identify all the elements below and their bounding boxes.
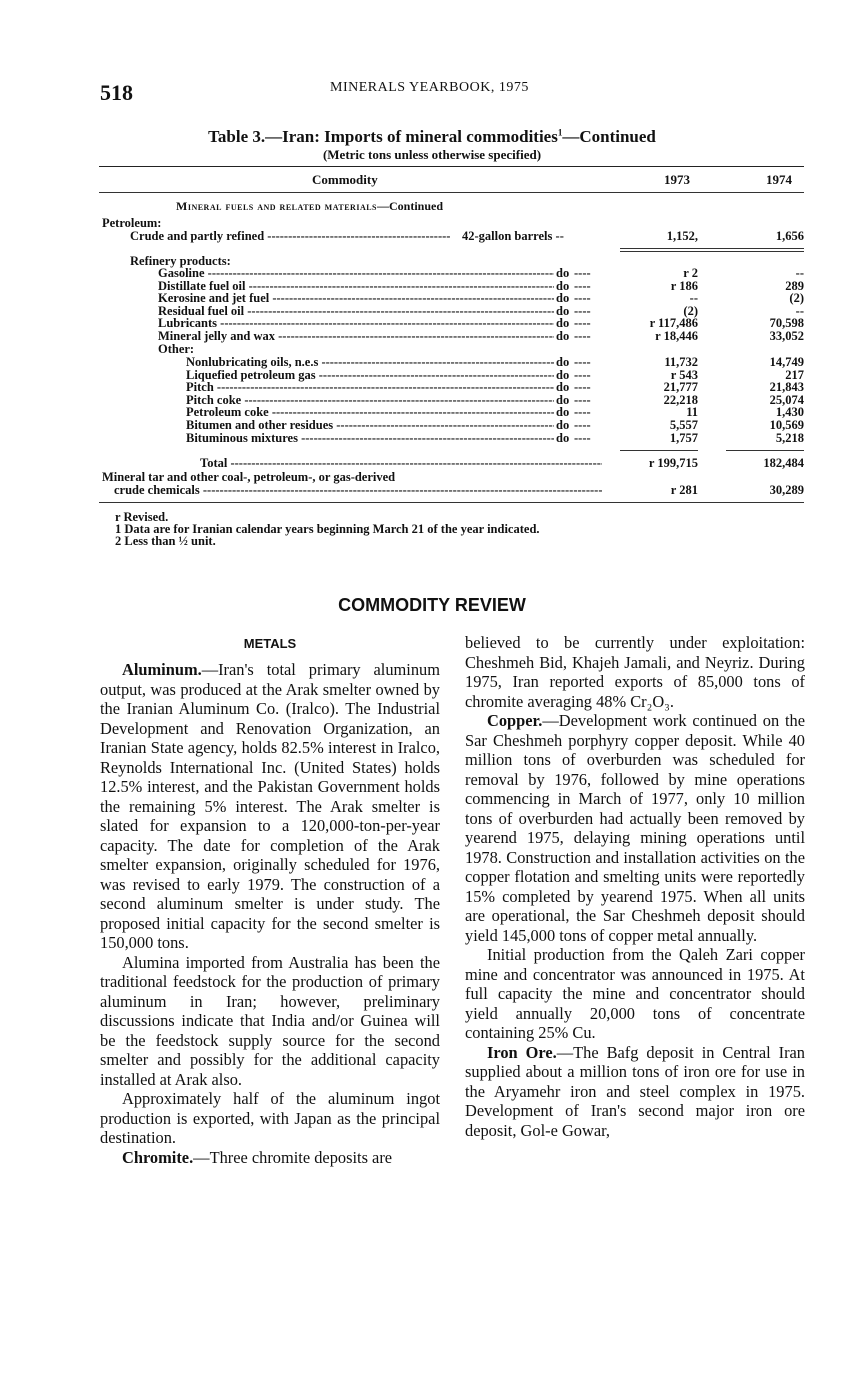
row-label: Total ----- — [200, 457, 602, 470]
row-label-line1: Mineral tar and other coal-, petroleum-, or gas-derived — [102, 470, 396, 484]
table-row — [0, 419, 864, 432]
row-label: Liquefied petroleum gas ----- — [186, 369, 554, 382]
table-row — [0, 267, 864, 280]
table-row — [0, 394, 864, 407]
leader-dashes: ---- — [574, 392, 591, 407]
row-value-1973: r 186 — [670, 278, 698, 293]
row-unit: do — [556, 303, 570, 318]
table-title-text: Table 3.—Iran: Imports of mineral commodities — [208, 127, 558, 146]
leader-dashes: ---- — [574, 329, 591, 343]
row-value-1973: 5,557 — [669, 418, 698, 432]
sum-rule-1973 — [620, 450, 698, 451]
paragraph — [100, 660, 440, 953]
row-unit: do — [556, 418, 570, 432]
table-row-total — [0, 457, 864, 470]
paragraph-lead: Iron Ore. — [487, 1042, 557, 1062]
row-unit: do — [556, 278, 570, 293]
paragraph-text: believed to be currently under exploitation: Cheshmeh Bid, Khajeh Jamali, and Neyriz. During 1975, Iran reported exports of 85,000 tons of chromite averaging 48% Cr₂O₃. — [465, 633, 805, 711]
row-unit: do — [556, 329, 570, 343]
row-value-1974: 70,598 — [769, 316, 804, 331]
row-value-1974: 25,074 — [769, 392, 804, 407]
row-unit: do — [556, 355, 570, 369]
row-value-1974: 21,843 — [769, 380, 804, 395]
row-label-line2: crude chemicals ----- — [114, 484, 602, 497]
row-value-1974: 30,289 — [769, 483, 804, 497]
table-title-footnote-ref: 1 — [557, 127, 563, 138]
header-1974: 1974 — [766, 172, 792, 187]
row-label: Pitch coke ----- — [186, 394, 554, 407]
table-row — [0, 317, 864, 330]
paragraph-text: —Three chromite deposits are — [193, 1147, 393, 1167]
row-label: Bituminous mixtures ----- — [186, 432, 554, 445]
header-commodity: Commodity — [312, 172, 378, 187]
row-value-1974: 1,430 — [775, 405, 804, 420]
paragraph — [465, 945, 805, 1043]
row-value-1974: 1,656 — [775, 229, 804, 243]
table-subtitle: (Metric tons unless otherwise specified) — [322, 147, 542, 162]
section-suffix: —Continued — [377, 199, 444, 213]
row-value-1973: 11,732 — [664, 355, 698, 369]
paragraph-lead: Copper. — [487, 711, 543, 730]
row-value-1973: (2) — [683, 303, 698, 318]
table-title-suffix: —Continued — [562, 127, 656, 146]
row-value-1974: -- — [795, 266, 804, 280]
row-value-1973: 1,152, — [666, 229, 698, 243]
table-row — [0, 217, 864, 230]
paragraph-text: —Development work continued on the Sar Cheshmeh porphyry copper deposit. While 40 million tons of overburden was scheduled for removal by 1976, followed by mine operations commencing in March of 1977, only 10 million tons of overburden had actually been removed by yearend 1975, delaying mining operations until 1978. Construction and installation activities on the copper flotation and smelting units were reportedly 15% completed by yearend 1975. When all units are operational, the Sar Cheshmeh deposit should yield 145,000 tons of copper metal annually. — [465, 711, 805, 945]
paragraph-text: —Iran's total primary aluminum output, was produced at the Arak smelter owned by the Iranian Aluminum Co. (Iralco). The Industrial Development and Renovation Organization, an Iranian State agency, holds 82.5% interest in Iralco, Reynolds International Inc. (United States) holds 12.5% interest, and the Pakistan Government holds the remaining 5% interest. The Arak smelter is slated for expansion to a 120,000-ton-per-year capacity. The date for completion of the Arak smelter expansion, originally scheduled for 1976, was revised to early 1979. The construction of a second aluminum smelter is under study. The proposed initial capacity for the second smelter is 150,000 tons. — [100, 660, 440, 952]
row-unit: do — [556, 380, 570, 395]
commodity-review-heading: COMMODITY REVIEW — [338, 595, 526, 615]
leader-dashes: ---- — [574, 355, 591, 369]
table-row — [0, 330, 864, 343]
leader-dashes: ---- — [574, 278, 591, 293]
row-label: Nonlubricating oils, n.e.s ----- — [186, 356, 554, 369]
row-label: Gasoline ----- — [158, 267, 554, 280]
row-value-1973: r 543 — [670, 367, 698, 382]
paragraph — [100, 1148, 440, 1168]
table-row — [0, 343, 864, 356]
row-unit: do — [556, 405, 570, 420]
row-value-1974: 217 — [785, 367, 804, 382]
row-label: Kerosine and jet fuel ----- — [158, 292, 554, 305]
row-value-1974: 182,484 — [763, 456, 804, 470]
footnote: 2 Less than ½ unit. — [115, 534, 216, 548]
row-value-1974: (2) — [789, 291, 804, 306]
row-value-1973: r 2 — [683, 266, 698, 280]
paragraph — [100, 1089, 440, 1148]
row-value-1973: r 281 — [670, 483, 698, 497]
row-unit: do — [556, 430, 570, 445]
table-row-crude — [0, 230, 864, 243]
refinery-label: Refinery products: — [130, 254, 231, 268]
row-unit: do — [556, 367, 570, 382]
leader-dashes: ---- — [574, 266, 591, 280]
table-top-rule — [99, 166, 804, 167]
table-row — [0, 381, 864, 394]
crude-unit: 42-gallon barrels — [462, 229, 553, 243]
leader-dashes: ---- — [574, 316, 591, 331]
page-number: 518 — [100, 80, 133, 105]
paragraph-text: Approximately half of the aluminum ingot production is exported, with Japan as the principal destination. — [100, 1089, 440, 1147]
table-row — [0, 292, 864, 305]
rule — [620, 248, 804, 249]
row-label: Bitumen and other residues ----- — [186, 419, 554, 432]
row-label: Pitch ----- — [186, 381, 554, 394]
row-value-1973: r 199,715 — [648, 456, 698, 470]
row-value-1974: 10,569 — [769, 418, 804, 432]
row-value-1974: 5,218 — [775, 430, 804, 445]
leader-dashes: ---- — [574, 367, 591, 382]
paragraph-text: —The Bafg deposit in Central Iran supplied about a million tons of iron ore for use in the Aryamehr iron and steel complex in 1975. Development of Iran's second major iron ore deposit, Gol-e Gowar, — [465, 1042, 805, 1140]
leader-dashes: ---- — [574, 418, 591, 432]
row-value-1973: 22,218 — [663, 392, 698, 407]
row-unit: do — [556, 291, 570, 306]
row-value-1974: 289 — [785, 278, 804, 293]
header-1973: 1973 — [664, 172, 690, 187]
table-row-tar — [0, 484, 864, 497]
paragraph-lead: Aluminum. — [122, 660, 202, 679]
paragraph-lead: Chromite. — [122, 1147, 194, 1167]
table-row-tar — [0, 471, 864, 484]
leader-dashes: ---- — [574, 380, 591, 395]
row-value-1973: -- — [689, 291, 698, 306]
leader-dashes: ---- — [574, 291, 591, 306]
leader-dashes: ---- — [574, 430, 591, 445]
footnote: r Revised. — [115, 510, 169, 524]
row-value-1974: -- — [795, 303, 804, 318]
row-unit: do — [556, 266, 570, 280]
paragraph — [465, 633, 805, 711]
row-value-1973: 1,757 — [669, 430, 698, 445]
table-title — [0, 127, 864, 147]
running-head: MINERALS YEARBOOK, 1975 — [330, 80, 529, 95]
table-row — [0, 305, 864, 318]
table-bottom-rule — [99, 502, 804, 503]
paragraph — [465, 711, 805, 945]
paragraph-text: Alumina imported from Australia has been the traditional feedstock for the production of primary aluminum in Iran; however, preliminary discussions indicate that India and/or Guinea will be the feedstock supply source for the second smelter and possibly for the additional capacity installed at Arak also. — [100, 952, 440, 1089]
metals-subheading: METALS — [243, 636, 297, 651]
row-value-1974: 14,749 — [769, 355, 804, 369]
right-column — [465, 633, 805, 1140]
table-row — [0, 369, 864, 382]
paragraph-text: Initial production from the Qaleh Zari copper mine and concentrator was announced in 1975. At full capacity the mine and concentrator should yield annually 20,000 tons of concentrate containing 25% Cu. — [465, 945, 805, 1042]
row-value-1973: 11 — [686, 405, 698, 420]
table-section-heading — [176, 199, 443, 214]
section-title: Mineral fuels and related materials — [176, 199, 378, 213]
row-unit: 42-gallon barrels -- — [462, 229, 564, 243]
sum-rule-1974 — [726, 450, 804, 451]
left-column — [100, 660, 440, 1167]
table-header-rule — [99, 192, 804, 193]
row-value-1973: r 18,446 — [655, 329, 698, 343]
table-row — [0, 280, 864, 293]
paragraph — [465, 1043, 805, 1141]
row-label: Petroleum coke ----- — [186, 406, 554, 419]
rule — [620, 251, 804, 252]
paragraph — [100, 953, 440, 1090]
row-label: Distillate fuel oil ----- — [158, 280, 554, 293]
row-label: Crude and partly refined ----- — [130, 230, 450, 243]
leader-dashes: ---- — [574, 405, 591, 420]
row-label: Mineral jelly and wax ----- — [158, 330, 554, 343]
table-row — [0, 432, 864, 445]
footnote: 1 Data are for Iranian calendar years beginning March 21 of the year indicated. — [115, 522, 540, 536]
row-label: Residual fuel oil ----- — [158, 305, 554, 318]
row-label: Lubricants ----- — [158, 317, 554, 330]
row-unit: do — [556, 316, 570, 331]
row-value-1973: 21,777 — [663, 380, 698, 395]
row-value-1973: r 117,486 — [649, 316, 698, 331]
table-row — [0, 406, 864, 419]
other-label: Other: — [158, 342, 195, 356]
row-value-1974: 33,052 — [769, 329, 804, 343]
petroleum-label: Petroleum: — [102, 216, 162, 230]
table-row — [0, 356, 864, 369]
leader-dashes: ---- — [574, 303, 591, 318]
row-unit: do — [556, 392, 570, 407]
